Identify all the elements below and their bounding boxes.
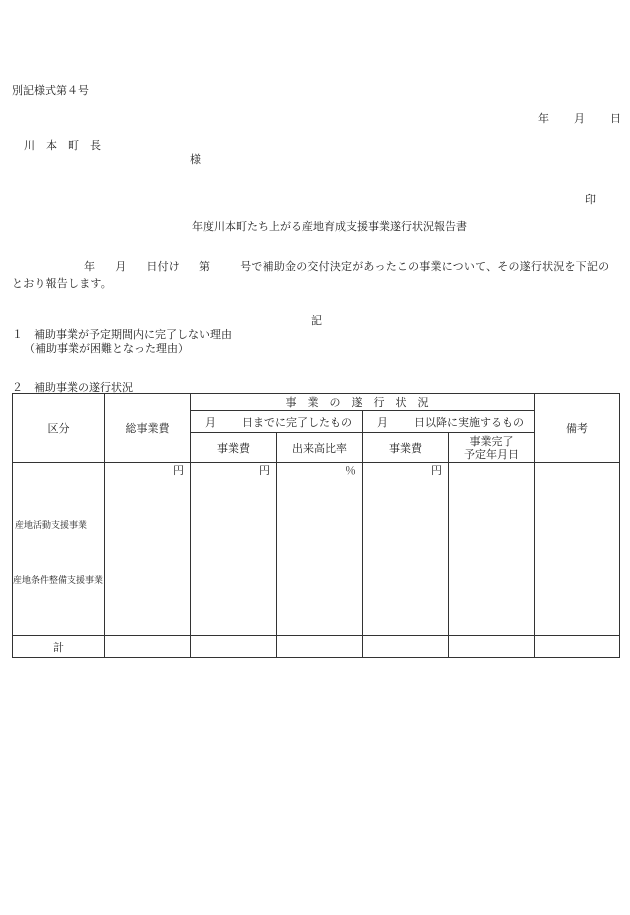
form-number: 別記様式第４号: [12, 84, 89, 97]
cell-cost-completed: [191, 463, 277, 636]
cell-remarks: [535, 463, 620, 636]
seal-mark: 印: [585, 193, 596, 206]
cell-total-cost: [105, 463, 191, 636]
unit-percent: ％: [345, 464, 356, 477]
document-title: 年度川本町たち上がる産地育成支援事業遂行状況報告書: [192, 220, 467, 233]
unit-yen: 円: [431, 464, 442, 477]
body-rest: 号で補助金の交付決定があったこの事業について、その遂行状況を下記のとおり報告します。: [12, 260, 610, 290]
cell-progress-rate: [277, 463, 363, 636]
header-total-cost: 総事業費: [105, 394, 191, 463]
header-completed-by: 月 日までに完了したもの: [191, 411, 363, 433]
unit-yen: 円: [173, 464, 184, 477]
body-day-ref: 日付け: [146, 260, 181, 273]
addressee-name: 川 本 町 長: [24, 139, 101, 152]
date-day: 日: [610, 112, 621, 125]
total-row-label: 計: [13, 636, 105, 658]
report-paragraph: [12, 258, 620, 292]
header-progress-group: 事業の遂行状況: [191, 394, 535, 411]
addressee-honorific: 様: [190, 153, 201, 166]
category-infrastructure-support: 産地条件整備支援事業: [13, 576, 104, 586]
category-cell: [13, 463, 105, 636]
header-cost-completed: 事業費: [191, 433, 277, 463]
cell-cost-planned: [363, 463, 449, 636]
unit-yen: 円: [259, 464, 270, 477]
section-1-sub: （補助事業が困難となった理由）: [24, 342, 189, 355]
total-cell: [191, 636, 277, 658]
total-cell: [105, 636, 191, 658]
total-cell: [363, 636, 449, 658]
header-planned-after: 月 日以降に実施するもの: [363, 411, 535, 433]
header-kubun: 区分: [13, 394, 105, 463]
total-cell: [535, 636, 620, 658]
date-month: 月: [574, 112, 585, 125]
body-month: 月: [115, 260, 127, 273]
header-remarks: 備考: [535, 394, 620, 463]
date-year: 年: [538, 112, 549, 125]
status-table: [12, 393, 620, 658]
body-num-prefix: 第: [199, 260, 211, 273]
section-1-heading: １ 補助事業が予定期間内に完了しない理由: [12, 328, 232, 341]
section-2-heading: ２ 補助事業の遂行状況: [12, 381, 133, 394]
total-cell: [277, 636, 363, 658]
cell-completion-date: [449, 463, 535, 636]
category-production-support: 産地活動支援事業: [15, 521, 88, 531]
ki-heading: 記: [311, 314, 322, 327]
date-line: [538, 110, 621, 126]
body-year: 年: [84, 260, 96, 273]
header-progress-rate: 出来高比率: [277, 433, 363, 463]
header-cost-planned: 事業費: [363, 433, 449, 463]
header-completion-date: 事業完了 予定年月日: [449, 433, 535, 463]
total-cell: [449, 636, 535, 658]
